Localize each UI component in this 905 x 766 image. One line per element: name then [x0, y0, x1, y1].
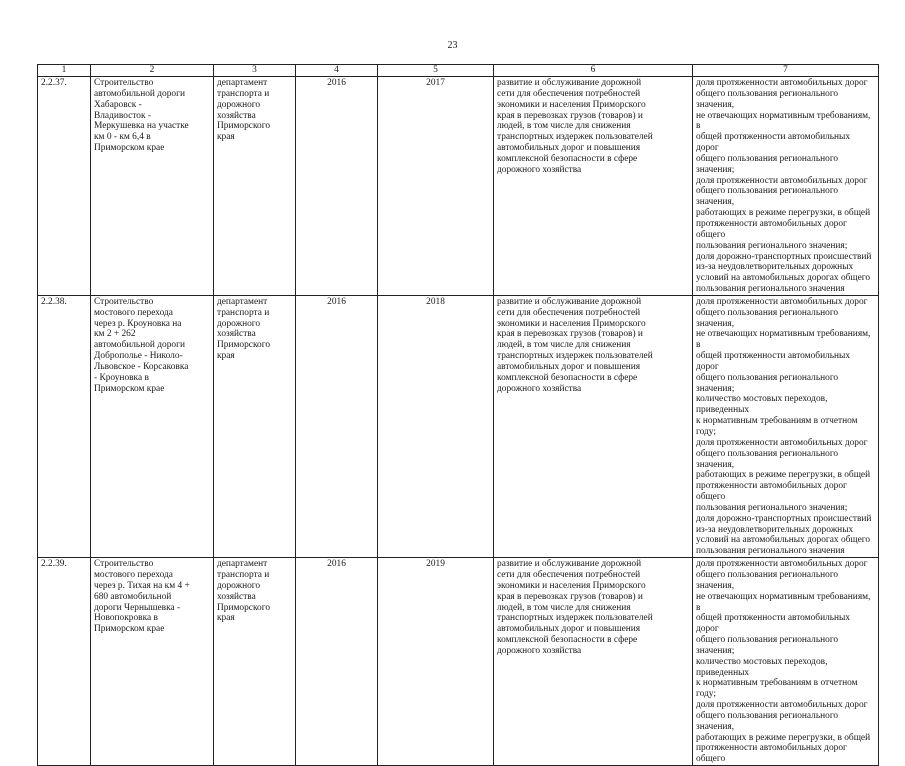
row-number: 2.2.38.	[38, 295, 91, 557]
column-header: 2	[91, 65, 214, 77]
start-year: 2016	[296, 295, 378, 557]
column-header: 4	[296, 65, 378, 77]
expected-result: развитие и обслуживание дорожной сети для обеспечения потребностей экономики и населения Приморского края в перевозках грузов (товаров) и людей, в том числе для снижения транспортных издержек пользователей автомобильных дорог и повышения комплексной безопасности в сфере дорожного хозяйства	[494, 558, 693, 766]
expected-result: развитие и обслуживание дорожной сети для обеспечения потребностей экономики и населения Приморского края в перевозках грузов (товаров) и людей, в том числе для снижения транспортных издержек пользователей автомобильных дорог и повышения комплексной безопасности в сфере дорожного хозяйства	[494, 295, 693, 557]
responsible-executor: департамент транспорта и дорожного хозяйства Приморского края	[214, 558, 296, 766]
indicators: доля протяженности автомобильных дорог общего пользования регионального значения, не отвечающих нормативным требованиям, в общей протяженности автомобильных дорог общего пользования регионального значения; доля протяженности автомобильных дорог общего пользования регионального значения, работающих в режиме перегрузки, в общей протяженности автомобильных дорог общего пользования регионального значения; доля дорожно-транспортных происшествий из-за неудовлетворительных дорожных условий на автомобильных дорогах общего пользования регионального значения	[693, 77, 879, 296]
indicators: доля протяженности автомобильных дорог общего пользования регионального значения, не отвечающих нормативным требованиям, в общей протяженности автомобильных дорог общего пользования регионального значения; количество мостовых переходов, приведенных к нормативным требованиям в отчетном году; доля протяженности автомобильных дорог общего пользования регионального значения, работающих в режиме перегрузки, в общей протяженности автомобильных дорог общего пользования регионального значения; доля дорожно-транспортных происшествий из-за неудовлетворительных дорожных условий на автомобильных дорогах общего пользования регионального значения	[693, 295, 879, 557]
responsible-executor: департамент транспорта и дорожного хозяйства Приморского края	[214, 295, 296, 557]
end-year: 2017	[378, 77, 494, 296]
page-number: 23	[447, 40, 458, 51]
column-header: 1	[38, 65, 91, 77]
table-row	[38, 558, 879, 766]
measure-name: Строительство автомобильной дороги Хабаровск - Владивосток - Меркушевка на участке км 0 - км 6,4 в Приморском крае	[91, 77, 214, 296]
table-row	[38, 295, 879, 557]
start-year: 2016	[296, 558, 378, 766]
start-year: 2016	[296, 77, 378, 296]
end-year: 2019	[378, 558, 494, 766]
row-number: 2.2.39.	[38, 558, 91, 766]
expected-result: развитие и обслуживание дорожной сети для обеспечения потребностей экономики и населения Приморского края в перевозках грузов (товаров) и людей, в том числе для снижения транспортных издержек пользователей автомобильных дорог и повышения комплексной безопасности в сфере дорожного хозяйства	[494, 77, 693, 296]
column-header: 5	[378, 65, 494, 77]
end-year: 2018	[378, 295, 494, 557]
row-number: 2.2.37.	[38, 77, 91, 296]
header-row	[38, 65, 879, 77]
measure-name: Строительство мостового перехода через р. Кроуновка на км 2 + 262 автомобильной дороги Доброполье - Николо- Львовское - Корсаковка - Кроуновка в Приморском крае	[91, 295, 214, 557]
indicators: доля протяженности автомобильных дорог общего пользования регионального значения, не отвечающих нормативным требованиям, в общей протяженности автомобильных дорог общего пользования регионального значения; количество мостовых переходов, приведенных к нормативным требованиям в отчетном году; доля протяженности автомобильных дорог общего пользования регионального значения, работающих в режиме перегрузки, в общей протяженности автомобильных дорог общего	[693, 558, 879, 766]
column-header: 3	[214, 65, 296, 77]
responsible-executor: департамент транспорта и дорожного хозяйства Приморского края	[214, 77, 296, 296]
column-header: 7	[693, 65, 879, 77]
measure-name: Строительство мостового перехода через р. Тихая на км 4 + 680 автомобильной дороги Чернышевка - Новопокровка в Приморском крае	[91, 558, 214, 766]
column-header: 6	[494, 65, 693, 77]
program-measures-table	[37, 64, 879, 766]
table-row	[38, 77, 879, 296]
